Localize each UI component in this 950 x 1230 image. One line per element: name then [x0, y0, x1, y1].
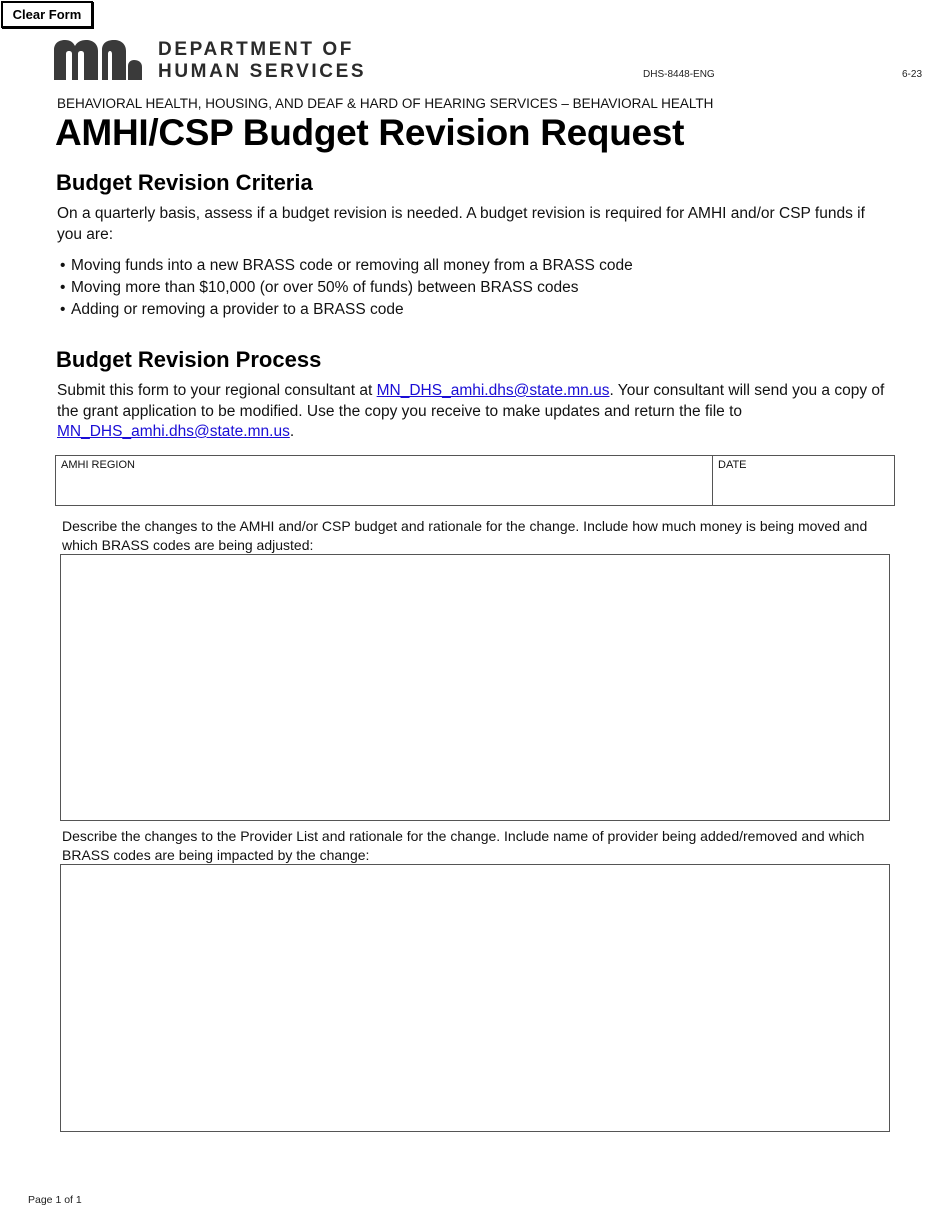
criteria-list: [60, 255, 633, 321]
process-text: [57, 381, 887, 443]
criteria-heading: Budget Revision Criteria: [56, 170, 313, 195]
date-label: DATE: [718, 459, 747, 471]
logo-line-2: HUMAN SERVICES: [158, 61, 367, 82]
email-link[interactable]: MN_DHS_amhi.dhs@state.mn.us: [376, 382, 610, 399]
form-revision-date: 6-23: [901, 69, 922, 80]
page-number: Page 1 of 1: [28, 1194, 82, 1206]
budget-changes-textarea[interactable]: [60, 554, 890, 821]
clear-form-button[interactable]: Clear Form: [1, 1, 93, 28]
dhs-logo: [54, 40, 384, 82]
budget-changes-label: Describe the changes to the AMHI and/or CSP budget and rationale for the change. Include how much money is being moved and which BRASS codes are being adjusted:: [62, 518, 868, 553]
logo-wordmark: [158, 39, 366, 83]
list-item: • Adding or removing a provider to a BRASS code: [60, 299, 633, 321]
date-cell: [713, 456, 894, 505]
process-heading: Budget Revision Process: [56, 347, 322, 372]
list-item: • Moving funds into a new BRASS code or removing all money from a BRASS code: [60, 255, 633, 277]
process-text-part: . Your consultant will send you a copy of the grant application to be modified. Use the copy you receive to make updates and return the file to: [57, 382, 885, 420]
mn-logo-icon: [54, 40, 146, 80]
list-item: • Moving more than $10,000 (or over 50% of funds) between BRASS codes: [60, 277, 633, 299]
logo-line-1: DEPARTMENT OF: [158, 39, 354, 60]
region-label: AMHI REGION: [61, 459, 135, 471]
region-cell: [56, 456, 713, 505]
criteria-intro: On a quarterly basis, assess if a budget revision is needed. A budget revision is required for AMHI and/or CSP funds if you are:: [57, 205, 865, 243]
email-link[interactable]: MN_DHS_amhi.dhs@state.mn.us: [57, 423, 290, 440]
provider-changes-label: Describe the changes to the Provider List and rationale for the change. Include name of provider being added/removed and which BRASS codes are being impacted by the change:: [62, 828, 865, 863]
region-date-row: [55, 455, 895, 506]
process-text-part: Submit this form to your regional consultant at: [57, 382, 377, 399]
provider-changes-textarea[interactable]: [60, 864, 890, 1132]
page-title: AMHI/CSP Budget Revision Request: [55, 112, 685, 153]
region-input[interactable]: [60, 479, 708, 501]
division-name: BEHAVIORAL HEALTH, HOUSING, AND DEAF & HARD OF HEARING SERVICES – BEHAVIORAL HEALTH: [57, 96, 714, 111]
process-text-part: .: [289, 423, 295, 440]
date-input[interactable]: [717, 479, 890, 501]
form-code: DHS-8448-ENG: [643, 69, 715, 80]
